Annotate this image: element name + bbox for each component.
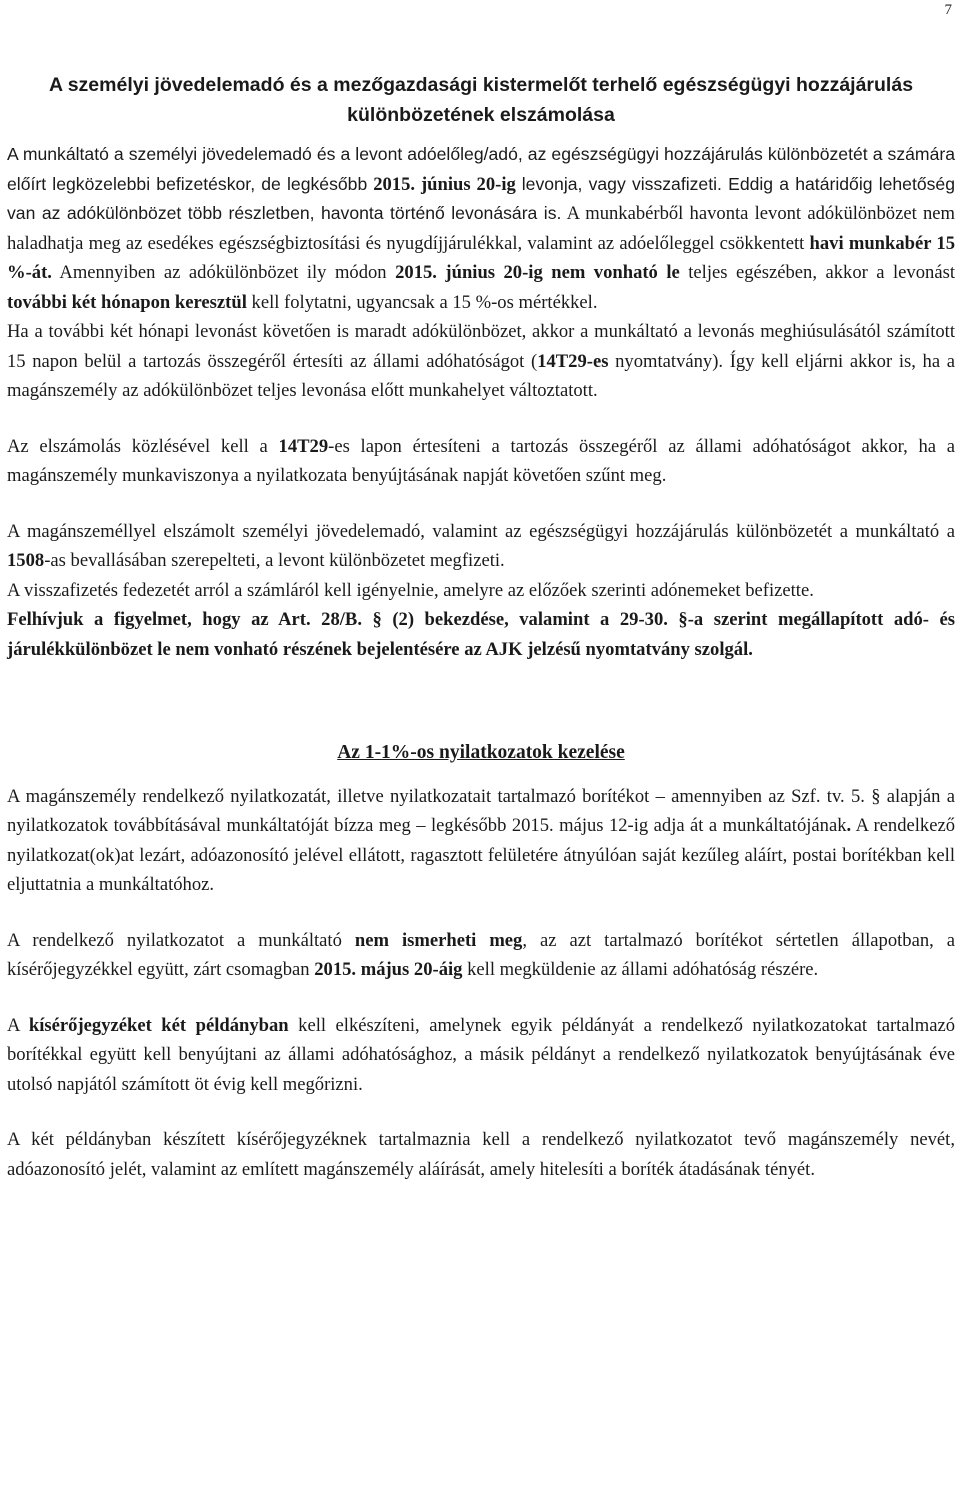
- paragraph-kiserojegyzek-tartalom: A két példányban készített kísérőjegyzéknek tartalmaznia kell a rendelkező nyilatkozatot tevő magánszemély nevét, adóazonosító jelét, valamint az említett magánszemély aláírását, amely hitelesíti a boríték átadásának tényét.: [7, 1129, 955, 1180]
- paragraph-rendelkezo-nyilatkozat: A magánszemély rendelkező nyilatkozatát, illetve nyilatkozatait tartalmazó borítékot – amennyiben az Szf. tv. 5. § alapján a nyilatkozatok továbbításával munkáltatóját bízza meg – legkésőbb 2015. május 12-ig adja át a munkáltatójának. A rendelkező nyilatkozat(ok)at lezárt, adóazonosító jelével ellátott, ragasztott felületére átnyúlóan saját kezűleg aláírt, postai borítékban kell eljuttatnia a munkáltatóhoz.: [7, 785, 956, 895]
- page-number: 7: [944, 2, 952, 18]
- section-title-1-1-szazalek: Az 1-1%-os nyilatkozatok kezelése: [337, 742, 625, 763]
- section-title-szja: A személyi jövedelemadó és a mezőgazdasági kistermelőt terhelő egészségügyi hozzájárulás különbözetének elszámolása: [48, 74, 914, 126]
- paragraph-visszafizetes: A visszafizetés fedezetét arról a számláról kell igényelnie, amelyre az előzőek szerinti adónemeket befizette.: [7, 579, 814, 601]
- paragraph-1508-bevallas: A magánszeméllyel elszámolt személyi jövedelemadó, valamint az egészségügyi hozzájárulás különbözetét a munkáltató a 1508-as bevallásában szerepelteti, a levont különbözetet megfizeti.: [7, 520, 955, 571]
- paragraph-kiserojegyzek: A kísérőjegyzéket két példányban kell elkészíteni, amelynek egyik példányát a rendelkező nyilatkozatokat tartalmazó borítékkal együtt kell benyújtani az állami adóhatósághoz, a másik példányt a rendelkező nyilatkozatok benyújtásának éve utolsó napjától számított öt évig kell megőrizni.: [7, 1014, 955, 1095]
- document-body: [7, 70, 955, 1184]
- paragraph-figyelem: Felhívjuk a figyelmet, hogy az Art. 28/B. § (2) bekezdése, valamint a 29-30. §-a szerint megállapított adó- és járulékkülönbözet le nem vonható részének bejelentésére az AJK jelzésű nyomtatvány szolgál.: [7, 609, 955, 660]
- paragraph-elszamolas-kozles: Az elszámolás közlésével kell a 14T29-es lapon értesíteni a tartozás összegéről az állami adóhatóságot akkor, ha a magánszemély munkaviszonya a nyilatkozata benyújtásának napját követően szűnt meg.: [7, 435, 955, 486]
- paragraph-ketho-levonas: Ha a további két hónapi levonást követően is maradt adókülönbözet, akkor a munkáltató a levonás meghiúsulásától számított 15 napon belül a tartozás összegéről értesíti az állami adóhatóságot (14T29-es nyomtatvány). Így kell eljárni akkor is, ha a magánszemély az adókülönbözet teljes levonása előtt munkahelyet változtatott.: [7, 321, 955, 401]
- paragraph-levonas: A munkáltató a személyi jövedelemadó és a levont adóelőleg/adó, az egészségügyi hozzájárulás különbözetét a számára előírt legközelebbi befizetéskor, de legkésőbb 2015. június 20-ig levonja, vagy visszafizeti. Eddig a határidőig lehetőség van az adókülönbözet több részletben, havonta történő levonására is. A munkabérből havonta levont adókülönbözet nem haladhatja meg az esedékes egészségbiztosítási és nyugdíjjárulékkal, valamint az adóelőleggel csökkentett havi munkabér 15 %-át. Amennyiben az adókülönbözet ily módon 2015. június 20-ig nem vonható le teljes egészében, akkor a levonást további két hónapon keresztül kell folytatni, ugyancsak a 15 %-os mértékkel.: [7, 144, 956, 313]
- paragraph-nem-ismerheti-meg: A rendelkező nyilatkozatot a munkáltató nem ismerheti meg, az azt tartalmazó borítékot sértetlen állapotban, a kísérőjegyzékkel együtt, zárt csomagban 2015. május 20-áig kell megküldenie az állami adóhatóság részére.: [7, 929, 956, 980]
